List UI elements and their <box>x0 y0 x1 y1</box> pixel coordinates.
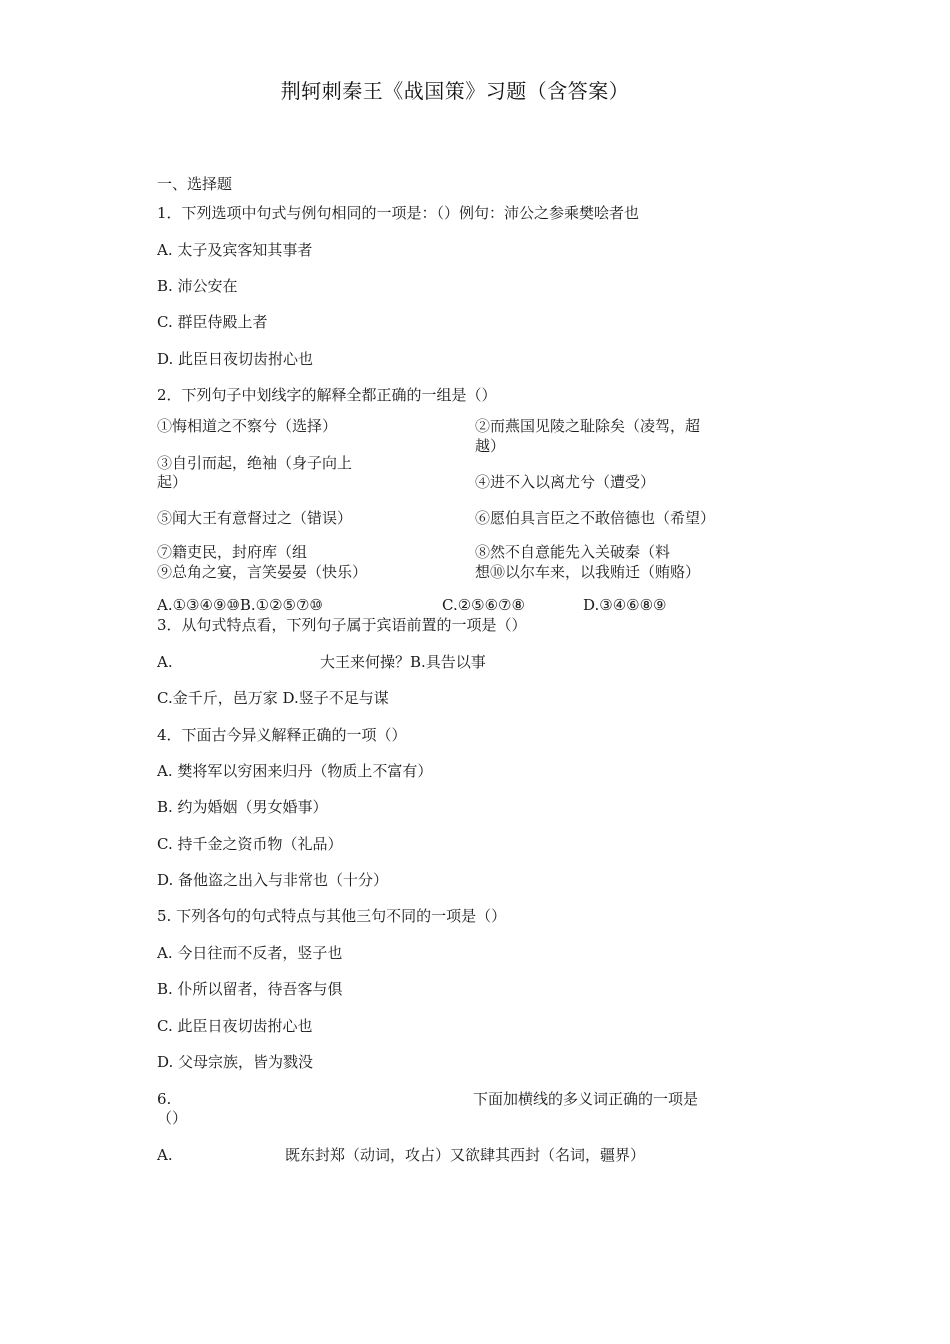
q2-item-5: ⑤闻大王有意督过之（错误） <box>157 509 353 527</box>
q6-number: 6. <box>157 1090 172 1108</box>
q6-paren: （） <box>157 1109 188 1127</box>
q2-item-4: ④进不入以离尤兮（遭受） <box>475 473 656 491</box>
q6-option-a: 既东封郑（动词，攻占）又欲肆其西封（名词，疆界） <box>285 1146 646 1164</box>
page-title: 荆轲刺秦王《战国策》习题（含答案） <box>280 79 630 103</box>
q1-option-a: A. 太子及宾客知其事者 <box>157 241 313 259</box>
q5-option-b: B. 仆所以留者，待吾客与俱 <box>157 980 343 998</box>
section-heading: 一、选择题 <box>157 175 233 193</box>
q2-options-ab: A.①③④⑨⑩B.①②⑤⑦⑩ <box>157 596 323 614</box>
q3-options-cd: C.金千斤，邑万家 D.竖子不足与谋 <box>157 689 389 707</box>
q2-item-10: 想⑩以尔车来，以我贿迁（贿赂） <box>475 563 701 581</box>
q2-item-6: ⑥愿伯具言臣之不敢倍德也（希望） <box>475 509 716 527</box>
q2-item-7: ⑦籍吏民，封府库（组 <box>157 543 308 561</box>
q1-stem: 1．下列选项中句式与例句相同的一项是：（）例句：沛公之参乘樊哙者也 <box>157 204 640 222</box>
q2-option-d: D.③④⑥⑧⑨ <box>583 596 667 614</box>
q2-stem: 2．下列句子中划线字的解释全都正确的一组是（） <box>157 386 497 404</box>
q6-stem: 下面加横线的多义词正确的一项是 <box>473 1090 699 1108</box>
q4-option-b: B. 约为婚姻（男女婚事） <box>157 798 328 816</box>
q2-item-2-cont: 越） <box>475 437 506 455</box>
q4-stem: 4．下面古今异义解释正确的一项（） <box>157 726 407 744</box>
q5-option-a: A. 今日往而不反者，竖子也 <box>157 944 343 962</box>
q1-option-c: C. 群臣侍殿上者 <box>157 313 268 331</box>
q3-option-a-label: A. <box>157 653 173 671</box>
q5-stem: 5. 下列各句的句式特点与其他三句不同的一项是（） <box>157 907 507 925</box>
q2-item-8: ⑧然不自意能先入关破秦（料 <box>475 543 671 561</box>
q2-item-3: ③自引而起，绝袖（身子向上 <box>157 454 353 472</box>
q4-option-a: A. 樊将军以穷困来归丹（物质上不富有） <box>157 762 433 780</box>
q4-option-d: D. 备他盗之出入与非常也（十分） <box>157 871 389 889</box>
q5-option-c: C. 此臣日夜切齿拊心也 <box>157 1017 313 1035</box>
q2-item-2: ②而燕国见陵之耻除矣（凌驾，超 <box>475 417 701 435</box>
q6-option-a-label: A. <box>157 1146 173 1164</box>
q1-option-b: B. 沛公安在 <box>157 277 238 295</box>
q3-options-ab: 大王来何操？B.具告以事 <box>320 653 486 671</box>
q4-option-c: C. 持千金之资币物（礼品） <box>157 835 343 853</box>
q1-option-d: D. 此臣日夜切齿拊心也 <box>157 350 314 368</box>
q2-item-1: ①悔相道之不察兮（选择） <box>157 417 338 435</box>
q2-item-9: ⑨总角之宴，言笑晏晏（快乐） <box>157 563 368 581</box>
q2-option-c: C.②⑤⑥⑦⑧ <box>442 596 525 614</box>
q2-item-3-cont: 起） <box>157 473 188 491</box>
q3-stem: 3．从句式特点看，下列句子属于宾语前置的一项是（） <box>157 616 527 634</box>
q5-option-d: D. 父母宗族，皆为戮没 <box>157 1053 314 1071</box>
